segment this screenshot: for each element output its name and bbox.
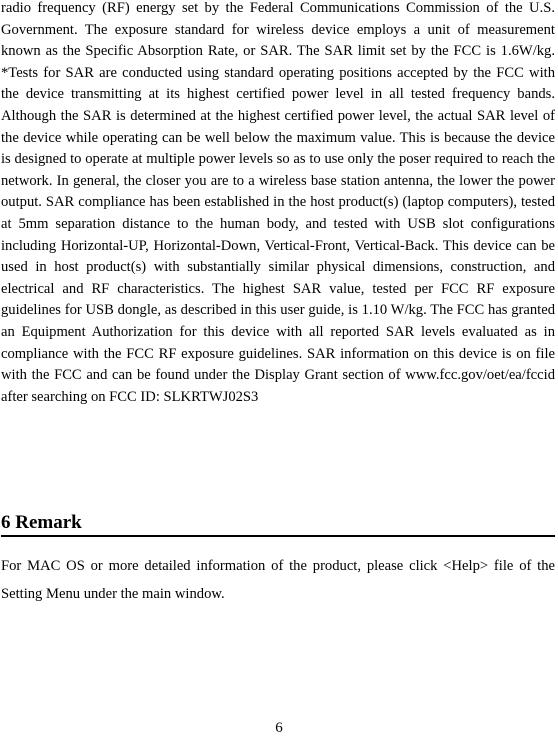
- sar-paragraph: radio frequency (RF) energy set by the Federal Communications Commission of the U.S. Government. The exposure standard for wireless device employs a unit of measurement known as the Specific Absorption Rate, or SAR. The SAR limit set by the FCC is 1.6W/kg. *Tests for SAR are conducted using standard operating positions accepted by the FCC with the device transmitting at its highest certified power level in all tested frequency bands. Although the SAR is determined at the highest certified power level, the actual SAR level of the device while operating can be well below the maximum value. This is because the device is designed to operate at multiple power levels so as to use only the poser required to reach the network. In general, the closer you are to a wireless base station antenna, the lower the power output. SAR compliance has been established in the host product(s) (laptop computers), tested at 5mm separation distance to the human body, and tested with USB slot configurations including Horizontal-UP, Horizontal-Down, Vertical-Front, Vertical-Back. This device can be used in host product(s) with substantially similar physical dimensions, construction, and electrical and RF characteristics. The highest SAR value, tested per FCC RF exposure guidelines for USB dongle, as described in this user guide, is 1.10 W/kg. The FCC has granted an Equipment Authorization for this device with all reported SAR levels evaluated as in compliance with the FCC RF exposure guidelines. SAR information on this device is on file with the FCC and can be found under the Display Grant section of www.fcc.gov/oet/ea/fccid after searching on FCC ID: SLKRTWJ02S3: [1, 0, 555, 405]
- page-number: 6: [275, 720, 283, 736]
- remark-heading: 6 Remark: [1, 511, 555, 537]
- remark-paragraph: For MAC OS or more detailed information of the product, please click <Help> file of the Setting Menu under the main window.: [1, 558, 555, 602]
